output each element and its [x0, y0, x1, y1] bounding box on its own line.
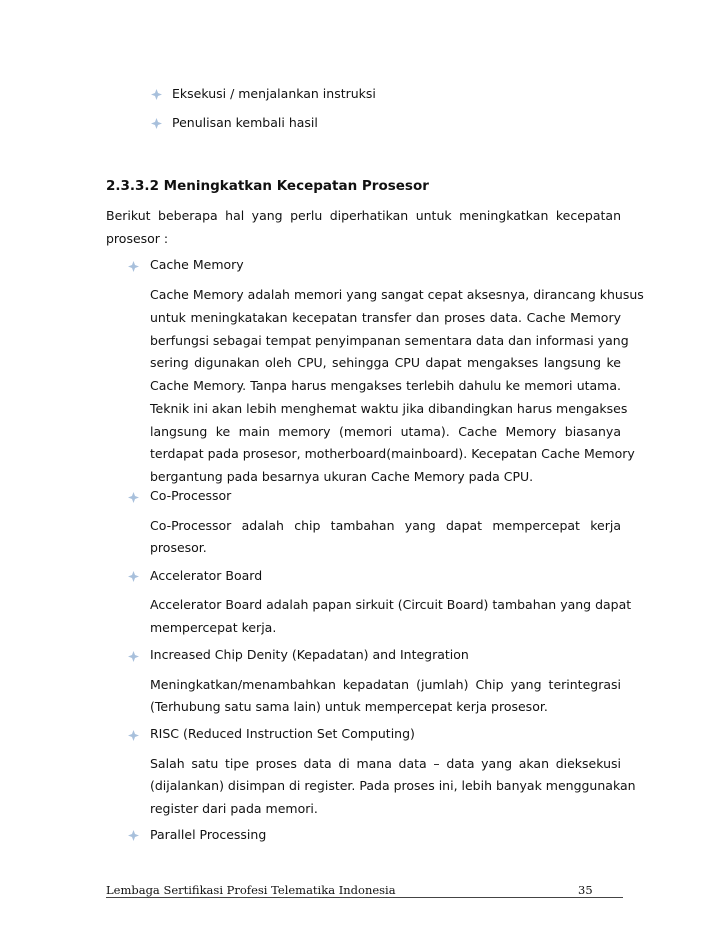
diamond-bullet-icon: [128, 571, 139, 582]
item-body-line: untuk meningkatakan kecepatan transfer dan proses data. Cache Memory: [150, 310, 621, 325]
item-title-parallel-processing: Parallel Processing: [150, 827, 267, 842]
item-body-line: sering digunakan oleh CPU, sehingga CPU dapat mengakses langsung ke: [150, 355, 621, 370]
item-title-risc: RISC (Reduced Instruction Set Computing): [150, 726, 415, 741]
item-body-line: mempercepat kerja.: [150, 620, 277, 635]
page-number: 35: [578, 883, 593, 897]
item-body-line: langsung ke main memory (memori utama). Cache Memory biasanya: [150, 424, 621, 439]
item-body-line: Meningkatkan/menambahkan kepadatan (jumlah) Chip yang terintegrasi: [150, 677, 621, 692]
item-body-line: (Terhubung satu sama lain) untuk mempercepat kerja prosesor.: [150, 699, 548, 714]
diamond-bullet-icon: [128, 261, 139, 272]
item-body-line: register dari pada memori.: [150, 801, 318, 816]
diamond-bullet-icon: [128, 492, 139, 503]
footer-divider: [106, 897, 623, 898]
top-bullet-2: Penulisan kembali hasil: [172, 115, 318, 130]
item-title-chip-density: Increased Chip Denity (Kepadatan) and Integration: [150, 647, 469, 662]
section-intro-line-1: Berikut beberapa hal yang perlu diperhatikan untuk meningkatkan kecepatan: [106, 208, 621, 223]
footer-organization: Lembaga Sertifikasi Profesi Telematika Indonesia: [106, 883, 396, 897]
diamond-bullet-icon: [128, 830, 139, 841]
item-body-line: prosesor.: [150, 540, 207, 555]
item-body-line: Cache Memory adalah memori yang sangat cepat aksesnya, dirancang khusus: [150, 287, 644, 302]
item-body-line: (dijalankan) disimpan di register. Pada proses ini, lebih banyak menggunakan: [150, 778, 636, 793]
item-body-line: berfungsi sebagai tempat penyimpanan sementara data dan informasi yang: [150, 333, 629, 348]
item-body-line: Cache Memory. Tanpa harus mengakses terlebih dahulu ke memori utama.: [150, 378, 621, 393]
item-title-accelerator-board: Accelerator Board: [150, 568, 263, 583]
item-body-line: Salah satu tipe proses data di mana data – data yang akan dieksekusi: [150, 756, 621, 771]
section-intro-line-2: prosesor :: [106, 231, 169, 246]
diamond-bullet-icon: [151, 118, 162, 129]
section-title: 2.3.3.2 Meningkatkan Kecepatan Prosesor: [106, 178, 429, 194]
top-bullet-1: Eksekusi / menjalankan instruksi: [172, 86, 376, 101]
item-body-line: Accelerator Board adalah papan sirkuit (Circuit Board) tambahan yang dapat: [150, 597, 632, 612]
diamond-bullet-icon: [151, 89, 162, 100]
item-title-co-processor: Co-Processor: [150, 488, 232, 503]
diamond-bullet-icon: [128, 730, 139, 741]
item-body-line: Teknik ini akan lebih menghemat waktu jika dibandingkan harus mengakses: [150, 401, 628, 416]
diamond-bullet-icon: [128, 651, 139, 662]
item-body-line: bergantung pada besarnya ukuran Cache Memory pada CPU.: [150, 469, 534, 484]
item-body-line: Co-Processor adalah chip tambahan yang dapat mempercepat kerja: [150, 518, 621, 533]
item-title-cache-memory: Cache Memory: [150, 257, 244, 272]
item-body-line: terdapat pada prosesor, motherboard(mainboard). Kecepatan Cache Memory: [150, 446, 635, 461]
